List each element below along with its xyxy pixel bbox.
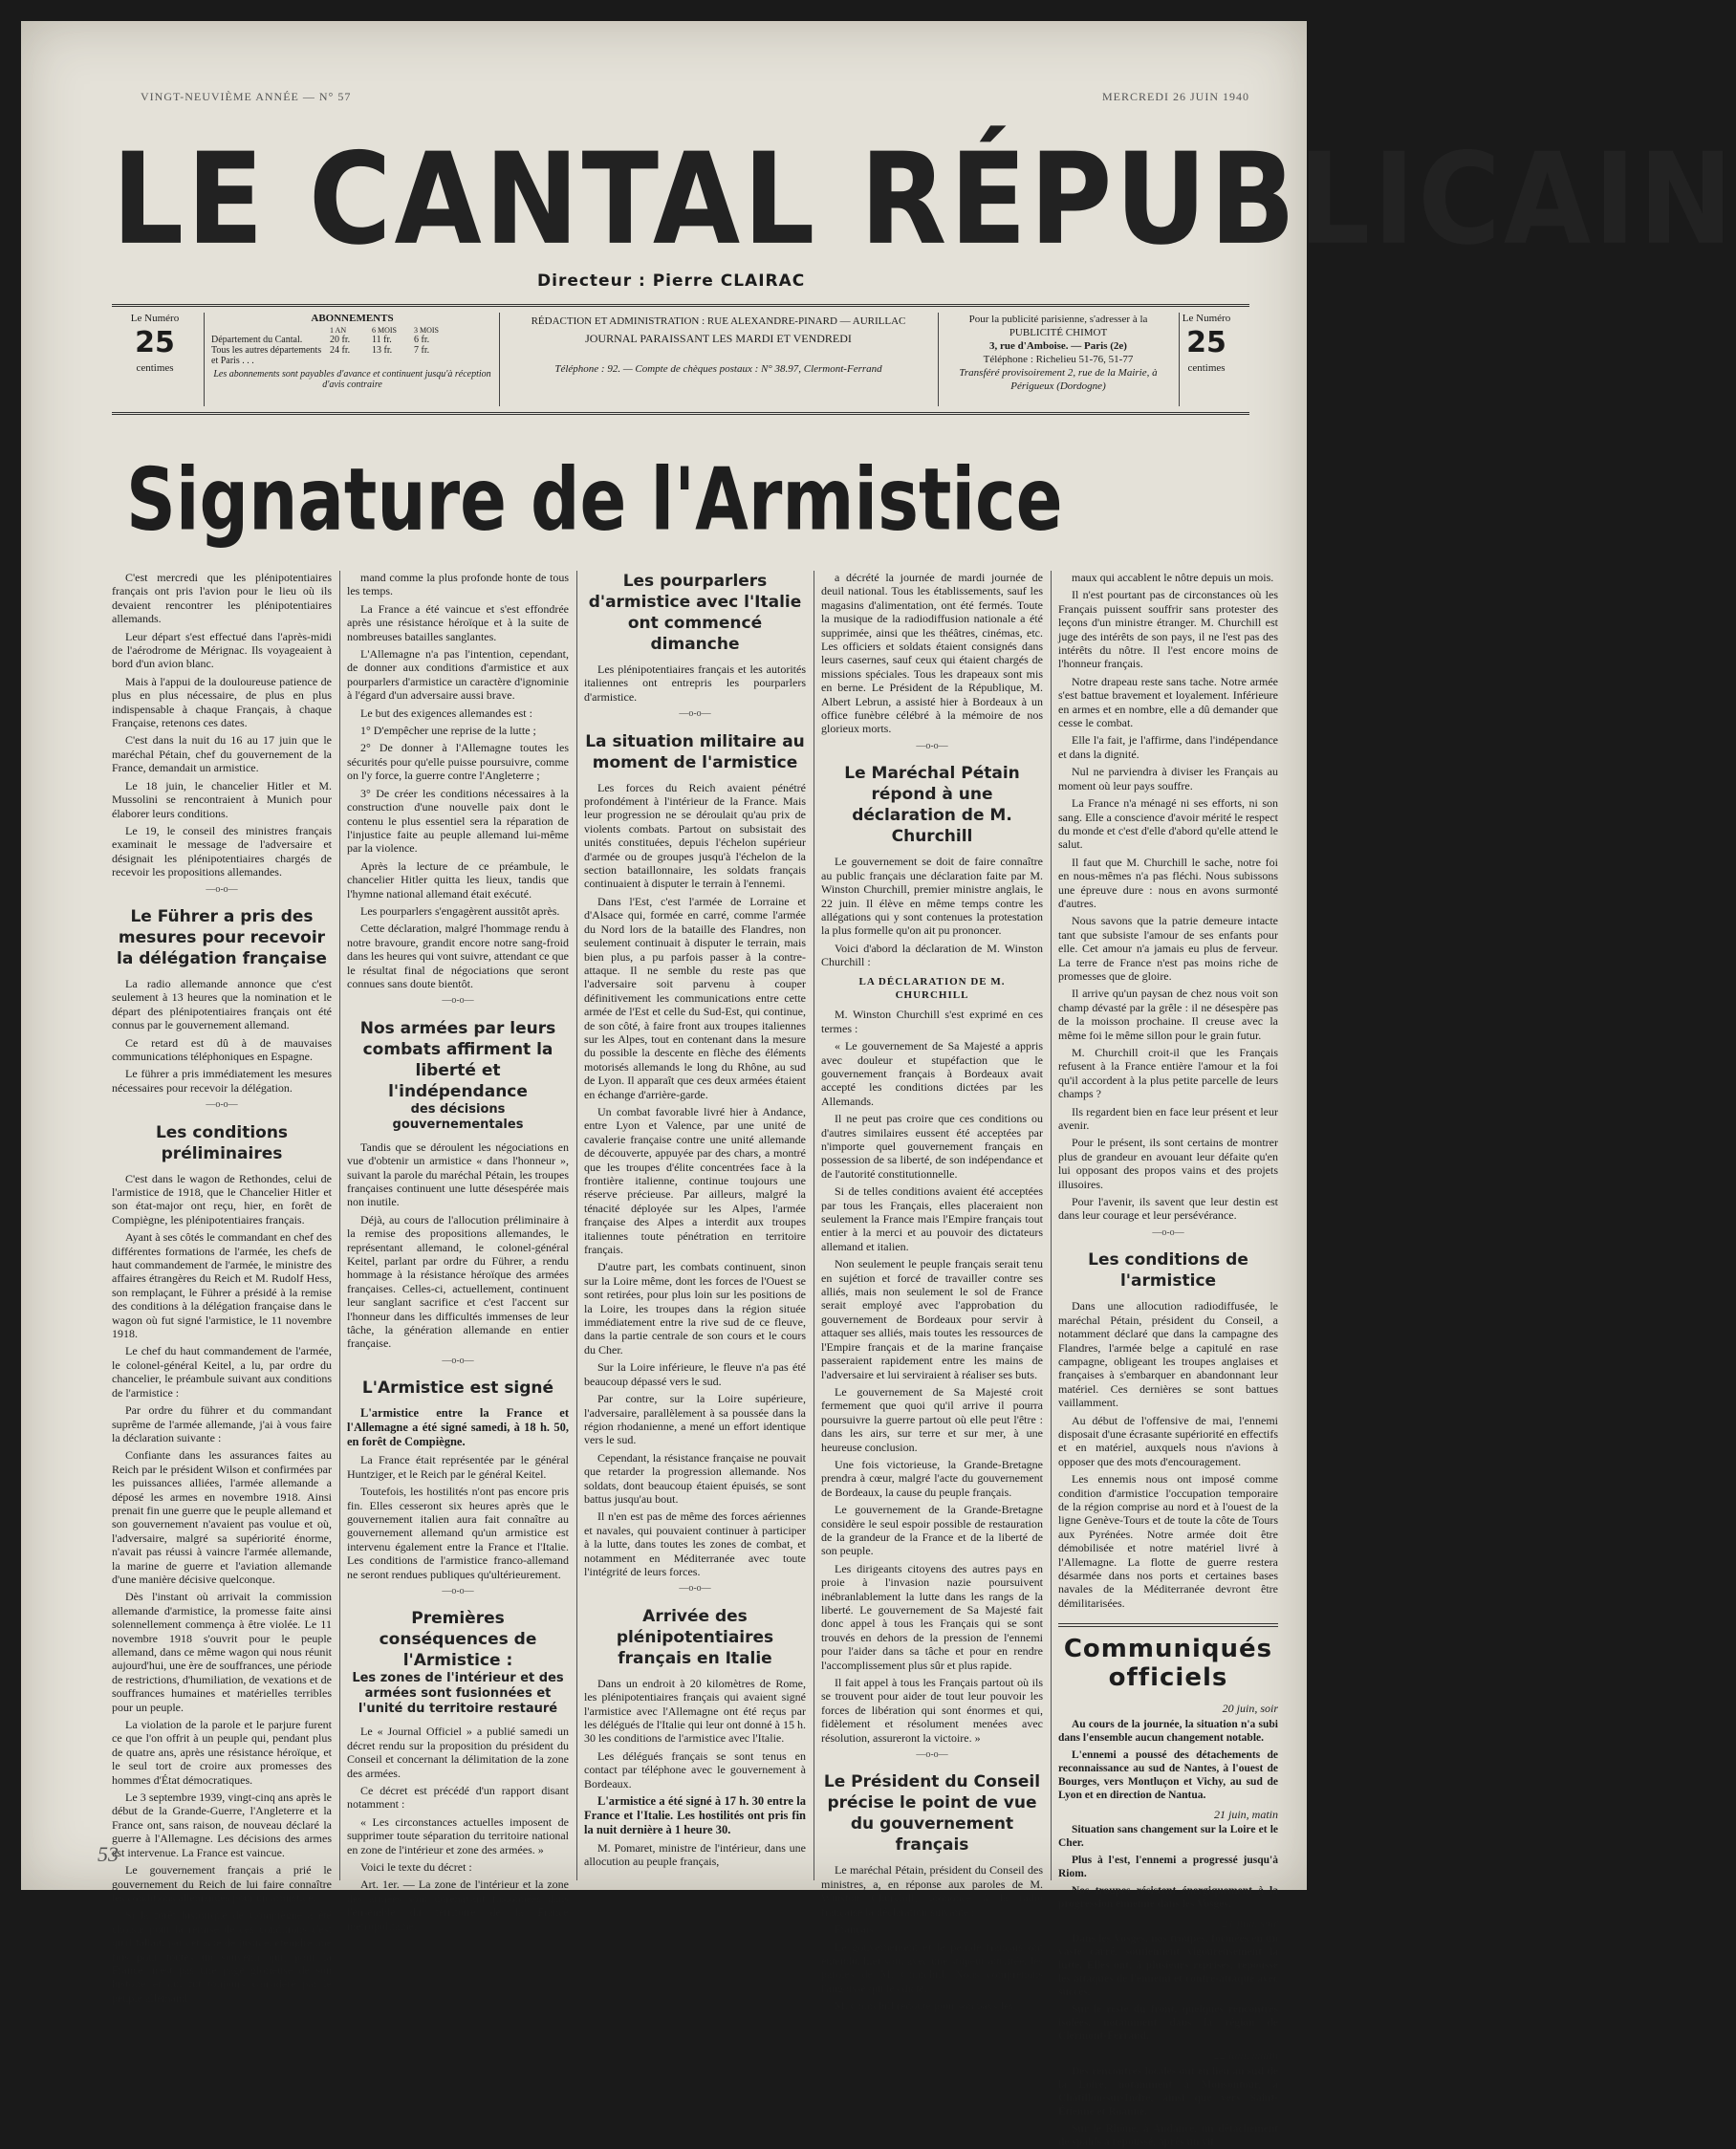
subhead-situation-militaire: La situation militaire au moment de l'armistice bbox=[585, 731, 805, 772]
newspaper-title: LE CANTAL RÉPUBLICAIN bbox=[112, 124, 1736, 273]
advertising-box: Pour la publicité parisienne, s'adresser à la PUBLICITÉ CHIMOT 3, rue d'Amboise. — Paris (2e) Téléphone : Richelieu 51-76, 51-77 Transféré provisoirement 2, rue de la Mairie, à Périgueux (Dordogne) bbox=[959, 314, 1158, 392]
year-issue: VINGT-NEUVIÈME ANNÉE — N° 57 bbox=[141, 90, 352, 103]
subhead-conditions-armistice: Les conditions de l'armistice bbox=[1088, 1250, 1248, 1292]
subhead-petain-churchill: Le Maréchal Pétain répond à une déclaration de M. Churchill bbox=[844, 764, 1020, 847]
issue-date: MERCREDI 26 JUIN 1940 bbox=[1101, 90, 1249, 103]
page-folio: 53 bbox=[98, 1842, 119, 1866]
column-2: mand comme la plus profonde honte de tous les temps. La France a été vaincue et s'est effondrée après une résistance héroïque et à la suite de nombreuses batailles sanglantes. L'Allemagne n'a pas l'intention, cependant, de donner aux conditions d'armistice et aux pourparlers d'armistice un caractère d'ignominie à l'égard d'un adversaire aussi brave. Le but des exigences allemandes est : 1° D'empêcher une reprise de la lutte ; 2° De donner à l'Allemagne toutes les sécurités pour qu'elle puisse poursuivre, comme on l'y force, la guerre contre l'Angleterre ; 3° De créer les conditions nécessaires à la construction d'une nouvelle paix dont le contenu le plus essentiel sera la réparation de l'injustice faite au peuple allemand lui-même par la violence. Après la lecture de ce préambule, le chancelier Hitler quitta les lieux, tandis que l'hymne national allemand était exécuté. Les pourparlers s'engagèrent aussitôt après. Cette déclaration, malgré l'hommage rendu à notre bravoure, grandit encore notre sang-froid dans les heures qui vont suivre, attendant ce que le résultat final de négociations que seront connues sans doute bientôt. —o-o— Nos armées par leurs combats affirment la liberté et l'indépendance des décisions gouvernementales Tandis que se déroulent les négociations en vue d'obtenir un armistice « dans l'honneur », suivant la parole du maréchal Pétain, les troupes françaises continuent une lutte désespérée mais non inutile. Déjà, au cours de l'allocution préliminaire à la remise des propositions allemandes, le représentant allemand, le colonel-général Keitel, parlant par ordre du Führer, a rendu hommage à la résistance héroïque des armées françaises. Celles-ci, actuellement, continuent leur sanglant sacrifice et c'est l'accent sur l'honneur dans les difficultés immenses de leur tâche, la génération allemande en entier française. —o-o— L'Armistice est signé L'armistice entre la France et l'Allemagne a été signé samedi, à 18 h. 50, en forêt de Compiègne. La France était représentée par le général Huntziger, et le Reich par le général Keitel. Toutefois, les hostilités n'ont pas encore pris fin. Elles cesseront six heures après que le gouvernement italien aura fait connaître au gouvernement allemand qu'un armistice est intervenu également entre la France et l'Italie. Les conditions de l'armistice franco-allemand ne seront rendues publiques qu'ultérieurement. —o-o— Premières conséquences de l'Armistice : Les zones de l'intérieur et des armées sont fusionnées et l'unité du territoire restauré Le « Journal Officiel » a publié samedi un décret rendu sur la proposition du président du Conseil et concernant la délimitation de la zone des armées. Ce décret est précédé d'un rapport disant notamment : « Les circonstances actuelles imposent de supprimer toute séparation du territoire national en zone de l'intérieur et zone des armées. » Voici le texte du décret : Art. 1er. — La zone de l'intérieur et la zone des armées sont dorénavant fusionnées dans l'ensemble du territoire de la France métropolitaine. bbox=[347, 571, 569, 1933]
administration-box: RÉDACTION ET ADMINISTRATION : RUE ALEXANDRE-PINARD — AURILLAC JOURNAL PARAISSANT LES MARDI ET VENDREDI Téléphone : 92. — Compte de chèques postaux : N° 38.97, Clermont-Ferrand bbox=[531, 315, 906, 375]
column-3: Les pourparlers d'armistice avec l'Italie ont commencé dimanche Les plénipotentiaires français et les autorités italiennes ont entrepris les pourparlers d'armistice. —o-o— La situation militaire au moment de l'armistice Les forces du Reich avaient pénétré profondément à l'intérieur de la France. Mais leur progression ne se déroulait qu'au prix de violents combats. Partout on subsistait des unités constituées, depuis l'échelon supérieur d'armée ou de groupes jusqu'à l'échelon de la section bataillonnaire, les soldats français continuaient à disputer le terrain à l'ennemi. Dans l'Est, c'est l'armée de Lorraine et d'Alsace qui, formée en carré, comme l'armée du Nord lors de la bataille des Flandres, non seulement continuait à disputer le terrain, mais bien plus, a pu parfois passer à la contre-attaque. Il ne semble du reste pas que l'adversaire soit parvenu à couper définitivement les communications entre cette armée de l'Est et celle du Sud-Est, qui continue, de son côté, à faire front aux troupes italiennes sur les Alpes, tout en contenant dans la mesure du possible la descente en flèche des éléments motorisés allemands le long du Rhône, au sud de Lyon. Il apparaît que ces deux armées étaient en échange d'arrière-garde. Un combat favorable livré hier à Andance, entre Lyon et Valence, par une unité de cavalerie française contre une unité allemande de découverte, appuyée par des chars, a montré que les troupes d'élite concentrées face à la frontière italienne, continue toujours une réserve précieuse. Par ailleurs, malgré la ténacité déployée sur les Alpes, l'armée française des Alpes a interdit aux troupes italiennes toute pénétration en territoire français. D'autre part, les combats continuent, sinon sur la Loire même, dont les forces de l'Ouest se sont retirées, pour plus loin sur les positions de la Loire, les troupes dans la région située immédiatement entre la rive sud de ce fleuve, dans la partie centrale de son cours et le cours du Cher. Sur la Loire inférieure, le fleuve n'a pas été beaucoup dépassé vers le sud. Par contre, sur la Loire supérieure, l'adversaire, parallèlement à sa poussée dans la région rhodanienne, a mené un effort identique vers le sud. Cependant, la résistance française ne pouvait que retarder la progression allemande. Nos soldats, dont beaucoup étaient épuisés, se sont battus jusqu'au bout. Il n'en est pas de même des forces aériennes et navales, qui pouvaient continuer à participer à la lutte, dans toutes les zones de combat, et notamment en Méditerranée avec toute l'intégrité de leurs forces. —o-o— Arrivée des plénipotentiaires français en Italie Dans un endroit à 20 kilomètres de Rome, les plénipotentiaires français qui avaient signé l'armistice avec l'Allemagne ont été reçus par les délégués de l'Italie qui leur ont donné à 15 h. 30 les conditions de l'armistice avec l'Italie. Les délégués français se sont tenus en contact par téléphone avec le gouvernement à Bordeaux. L'armistice a été signé à 17 h. 30 entre la France et l'Italie. Les hostilités ont pris fin la nuit dernière à 1 heure 30. M. Pomaret, ministre de l'intérieur, dans une allocution au peuple français, bbox=[584, 572, 806, 1869]
column-5: maux qui accablent le nôtre depuis un mois. Il n'est pourtant pas de circonstances où les Français puissent souffrir sans protester des leçons d'un ministre étranger. M. Churchill est juge des intérêts de son pays, il ne l'est pas des intérêts du nôtre. Il l'est encore moins de l'honneur français. Notre drapeau reste sans tache. Notre armée s'est battue bravement et loyalement. Inférieure en armes et en nombre, elle a dû demander que cesse le combat. Elle l'a fait, je l'affirme, dans l'indépendance et dans la dignité. Nul ne parviendra à diviser les Français au moment où leur pays souffre. La France n'a ménagé ni ses efforts, ni son sang. Elle a conscience d'avoir mérité le respect du monde et c'est d'elle d'abord qu'elle attend le salut. Il faut que M. Churchill le sache, notre foi en nous-mêmes n'a pas fléchi. Nous subissons une épreuve dure : nous en avons surmonté d'autres. Nous savons que la patrie demeure intacte tant que subsiste l'amour de ses enfants pour elle. Cet amour n'a jamais eu plus de ferveur. La terre de France n'est pas moins riche de promesses que de gloire. Il arrive qu'un paysan de chez nous voit son champ dévasté par la grêle : il ne désespère pas de la moisson prochaine. Il creuse avec la même foi le même sillon pour le grain futur. M. Churchill croit-il que les Français refusent à la France entière l'amour et la foi qu'il accordent à la plus petite parcelle de leurs champs ? Ils regardent bien en face leur présent et leur avenir. Pour le présent, ils sont certains de montrer plus de grandeur en avouant leur défaite qu'en lui opposant des propos vains et des projets illusoires. Pour l'avenir, ils savent que leur destin est dans leur courage et leur persévérance. —o-o— Les conditions de l'armistice Dans une allocution radiodiffusée, le maréchal Pétain, président du Conseil, a notamment déclaré que dans la campagne des Flandres, l'armée belge a capitulé en rase campagne, obligeant les troupes anglaises et françaises à s'embarquer en abandonnant leur matériel. Ces dernières se sont battues vaillamment. Au début de l'offensive de mai, l'ennemi disposait d'une écrasante supériorité en effectifs et en matériel, auxquels nous n'avions à opposer que des mots d'encouragement. Les ennemis nous ont imposé comme condition d'armistice l'occupation temporaire de la région comprise au nord et à l'ouest de la ligne Genève-Tours et de toute la côte de Tours aux Pyrénées. Notre armée doit être démobilisée et notre matériel livré à l'Allemagne. La flotte de guerre restera désarmée dans nos ports et certaines bases navales de la Méditerranée devront être démilitarisées. Communiqués officiels 20 juin, soir Au cours de la journée, la situation n'a subi dans l'ensemble aucun changement notable. L'ennemi a poussé des détachements de reconnaissance au sud de Nantes, à l'ouest de Bourges, vers Montluçon et Vichy, au sud de Lyon et en direction de Nantua. 21 juin, matin Situation sans changement sur la Loire et le Cher. Plus à l'est, l'ennemi a progressé jusqu'à Riom. Nos troupes résistent énergiquement à la progression ennemie dans les Vosges. 21 juin, soir Dans les Vosges, nos troupes, formées en un vaste carré, soutiennent vigoureusement la lutte. Elles ont, à plusieurs reprises, repoussé les attaques de l'ennemi et contre-attaqué avec succès. Sur le reste du front, quelques rencontres isolées, notamment dans la région de Clermont-Ferrand. 22 juin, matin Des rencontres locales ont eu lieu au sud de la Loire, notamment à Monsontour, à Châtillon-sur-Indre, ainsi que vers Saint-Étienne et Roanne. Sur le Rhône, à Andance, un détachement de spahis a repoussé, après un vif bbox=[1058, 571, 1278, 2148]
subhead-armistice-signe: L'Armistice est signé bbox=[361, 1378, 554, 1399]
price-box-right: Le Numéro 25 centimes bbox=[1182, 313, 1231, 374]
communiques-title: Communiqués officiels bbox=[1058, 1623, 1278, 1692]
subhead-nos-armees: Nos armées par leurs combats affirment la liberté et l'indépendance des décisions gouvernementales bbox=[359, 1018, 556, 1132]
info-bar bbox=[112, 304, 1249, 415]
subhead-premieres-consequences: Premières conséquences de l'Armistice : Les zones de l'intérieur et des armées sont fusionnées et l'unité du territoire restauré bbox=[352, 1609, 564, 1717]
subhead-conditions-preliminaires: Les conditions préliminaires bbox=[155, 1122, 289, 1163]
column-1: C'est mercredi que les plénipotentiaires français ont pris l'avion pour le lieu où ils devaient rencontrer les plénipotentiaires allemands. Leur départ s'est effectué dans l'après-midi de l'aérodrome de Mérignac. Ils voyageaient à bord d'un avion blanc. Mais à l'appui de la douloureuse patience de plus en plus nécessaire, de plus en plus indispensable à chaque Français, à chaque Française, retenons ces dates. C'est dans la nuit du 16 au 17 juin que le maréchal Pétain, chef du gouvernement de la France, demandait un armistice. Le 18 juin, le chancelier Hitler et M. Mussolini se rencontraient à Munich pour élaborer leurs conditions. Le 19, le conseil des ministres français examinait le message de l'adversaire et désignait les plénipotentiaires chargés de recevoir les propositions allemandes. —o-o— Le Führer a pris des mesures pour recevoir la délégation française La radio allemande annonce que c'est seulement à 13 heures que la nomination et le départ des plénipotentiaires français ont été connus par le gouvernement allemand. Ce retard est dû à de mauvaises communications téléphoniques en Espagne. Le führer a pris immédiatement les mesures nécessaires pour recevoir la délégation. —o-o— Les conditions préliminaires C'est dans le wagon de Rethondes, celui de l'armistice de 1918, que le Chancelier Hitler et son état-major ont reçu, hier, en forêt de Compiègne, les plénipotentiaires français. Ayant à ses côtés le commandant en chef des différentes formations de l'armée, les chefs de haut commandement de l'armée, le ministre des affaires étrangères du Reich et M. Rudolf Hess, son remplaçant, le Führer a présidé à la remise des conditions à la délégation française dans le wagon où fut signé l'armistice, le 11 novembre 1918. Le chef du haut commandement de l'armée, le colonel-général Keitel, a lu, par ordre du chancelier, le préambule suivant aux conditions de l'armistice : Par ordre du führer et du commandant suprême de l'armée allemande, j'ai à vous faire la déclaration suivante : Confiante dans les assurances faites au Reich par le président Wilson et confirmées par les puissances alliées, l'armée allemande a déposé les armes en novembre 1918. Ainsi prenait fin une guerre que le peuple allemand et son gouvernement n'avaient pas voulue et où, l'adversaire, malgré sa supériorité énorme, n'avait pas réussi à vaincre l'armée allemande, la marine de guerre et l'aviation allemande d'une manière décisive quelconque. Dès l'instant où arrivait la commission allemande d'armistice, la promesse faite ainsi solennellement commença à être violée. Le 11 novembre 1918 s'ouvrit pour le peuple allemand, dans ce même wagon qui nous réunit aujourd'hui, une ère de souffrances, une période de restrictions, d'humiliation, de vexations et de souffrances humaines et matérielles terribles pour un peuple. La violation de la parole et le parjure furent ce que l'on offrit à un peuple qui, pendant plus de quatre ans, après une résistance héroïque, et le seul tort de croire aux promesses des hommes d'État démocratiques. Le 3 septembre 1939, vingt-cinq ans après le début de la Grande-Guerre, l'Angleterre et la France ont, sans raison, de nouveau déclaré la guerre à l'Allemagne. Les décisions des armes est intervenue. La France est vaincue. Le gouvernement français a prié le gouvernement du Reich de lui faire connaître les conditions allemandes pour un armistice. Si la forêt historique de Compiègne a été choisie pour la remise de ces conditions c'est qu'il fallait, par cet acte de justice, éteindre une fois pour toutes un souvenir qui, pour la France, n'est pas une page glorieuse de son histoire et qui fut toujours considéré par le peuple allemand bbox=[112, 571, 332, 2005]
main-headline: Signature de l'Armistice bbox=[126, 448, 1063, 550]
subhead-president-conseil: Le Président du Conseil précise le point de vue du gouvernement français bbox=[823, 1772, 1041, 1856]
subhead-fuhrer: Le Führer a pris des mesures pour recevoir la délégation française bbox=[117, 906, 327, 968]
price-box-left: Le Numéro 25 centimes bbox=[130, 313, 180, 374]
column-4: a décrété la journée de mardi journée de deuil national. Tous les établissements, sauf les magasins d'alimentation, ont été fermés. Toute la musique de la radiodiffusion nationale a été supprimée, ainsi que les théâtres, cinémas, etc. Les officiers et soldats étaient consignés dans leurs casernes, sauf ceux qui étaient chargés de missions spéciales. Tous les drapeaux sont mis en berne. Le Président de la République, M. Albert Lebrun, a assisté hier à Bordeaux à un office funèbre célébré à la mémoire de nos glorieux morts. —o-o— Le Maréchal Pétain répond à une déclaration de M. Churchill Le gouvernement se doit de faire connaître au public français une déclaration faite par M. Winston Churchill, premier ministre anglais, le 22 juin. Il élève en même temps contre les allégations qui y sont contenues la protestation la plus formelle qu'on ait pu prononcer. Voici d'abord la déclaration de M. Winston Churchill : LA DÉCLARATION DE M. CHURCHILL M. Winston Churchill s'est exprimé en ces termes : « Le gouvernement de Sa Majesté a appris avec douleur et stupéfaction que le gouvernement français à Bordeaux avait accepté les conditions dictées par les Allemands. Il ne peut pas croire que ces conditions ou d'autres similaires eussent été acceptées par n'importe quel gouvernement français en possession de sa liberté, de son indépendance et de l'autorité constitutionnelle. Si de telles conditions avaient été acceptées par tous les Français, elles placeraient non seulement la France mais l'Empire français tout entier à la merci et au pouvoir des dictateurs allemand et italien. Non seulement le peuple français serait tenu en sujétion et forcé de travailler contre ses alliés, mais non seulement le sol de France serait employé avec l'approbation du gouvernement de Bordeaux pour servir à attaquer ses alliés, mais toutes les ressources de l'Empire français et de la marine française passeraient rapidement entre les mains de l'adversaire et lui serviraient à réaliser ses buts. Le gouvernement de Sa Majesté croit fermement que quoi qu'il arrive il pourra poursuivre la guerre partout où elle peut l'être : dans les airs, sur terre et sur mer, à une heureuse conclusion. Une fois victorieuse, la Grande-Bretagne prendra à cœur, malgré l'acte du gouvernement de Bordeaux, la cause du peuple français. Le gouvernement de la Grande-Bretagne considère le seul espoir possible de restauration de la grandeur de la France et de la liberté de son peuple. Les dirigeants citoyens des autres pays en proie à l'invasion nazie poursuivent inébranlablement la lutte dans les rangs de la liberté. Le gouvernement de Sa Majesté fait donc appel à tous les Français qui se sont trouvés en dehors de la pression de l'ennemi pour l'aider dans sa tâche et pour en rendre l'accomplissement plus sûr et plus rapide. Il fait appel à tous les Français partout où ils se trouvent pour aider de tout leur pouvoir les forces de libération qui sont énormes et qui, fidèlement et résolument menées avec résolution, assureront la victoire. » —o-o— Le Président du Conseil précise le point de vue du gouvernement français Le maréchal Pétain, président du Conseil des ministres, a, en réponse aux paroles de M. Winston Churchill, prononcé à la radio française la déclaration suivante : Français, Le gouvernement et le peuple français ont entendu, hier soir, avec une stupeur attristée, les paroles de M. Churchill. Nous comprenons l'angoisse qui les dicte. M. Churchill redoute pour son pays les bbox=[821, 571, 1043, 2013]
subhead-arrivee-italie: Arrivée des plénipotentiaires français en Italie bbox=[616, 1606, 774, 1668]
newspaper-page bbox=[21, 21, 1736, 2148]
masthead-topline bbox=[112, 90, 1249, 107]
director-line: Directeur : Pierre CLAIRAC bbox=[537, 271, 806, 291]
subscriptions-box: ABONNEMENTS 1 AN 6 MOIS 3 MOIS Département du Cantal. 20 fr. 11 fr. 6 fr. Tous les autres départements et Paris . . . 24 fr. 13 fr. 7 fr. Les abonnements sont payables d'avance et continuent jusqu'à réception d'avis contraire bbox=[211, 313, 491, 390]
subhead-pourparlers-italie: Les pourparlers d'armistice avec l'Italie ont commencé dimanche bbox=[588, 572, 802, 654]
